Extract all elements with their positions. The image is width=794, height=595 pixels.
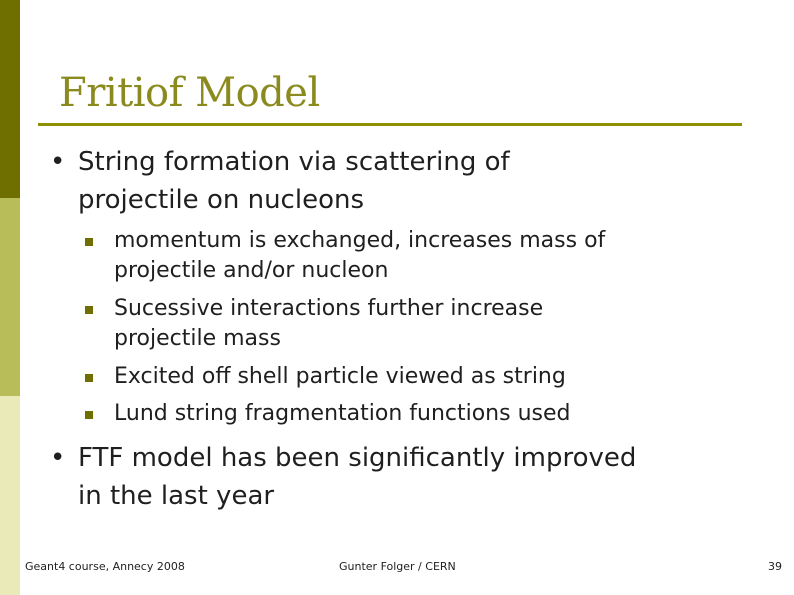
bullet-text: String formation via scattering of projectile on nucleons — [78, 147, 510, 215]
bullet-text: FTF model has been significantly improved in the last year — [78, 443, 637, 511]
sub-bullet-text: Sucessive interactions further increase projectile mass — [114, 296, 544, 351]
sub-bullet-text: Lund string fragmentation functions used — [114, 401, 571, 426]
square-bullet-icon — [85, 306, 93, 314]
sidebar-band-dark — [0, 0, 20, 198]
page-number: 39 — [768, 560, 782, 573]
square-bullet-icon — [85, 411, 93, 419]
bullet-dot-icon: • — [50, 147, 66, 177]
sub-bullet-text: momentum is exchanged, increases mass of projectile and/or nucleon — [114, 228, 606, 283]
title-underline — [38, 123, 742, 126]
sidebar-band-light — [0, 396, 20, 595]
sub-bullet-text: Excited off shell particle viewed as string — [114, 364, 566, 389]
bullet-dot-icon: • — [50, 443, 66, 473]
square-bullet-icon — [85, 374, 93, 382]
square-bullet-icon — [85, 238, 93, 246]
sidebar-band-mid — [0, 198, 20, 396]
footer-left: Geant4 course, Annecy 2008 — [25, 560, 185, 573]
footer-center: Gunter Folger / CERN — [339, 560, 456, 573]
slide-title: Fritiof Model — [59, 70, 320, 116]
